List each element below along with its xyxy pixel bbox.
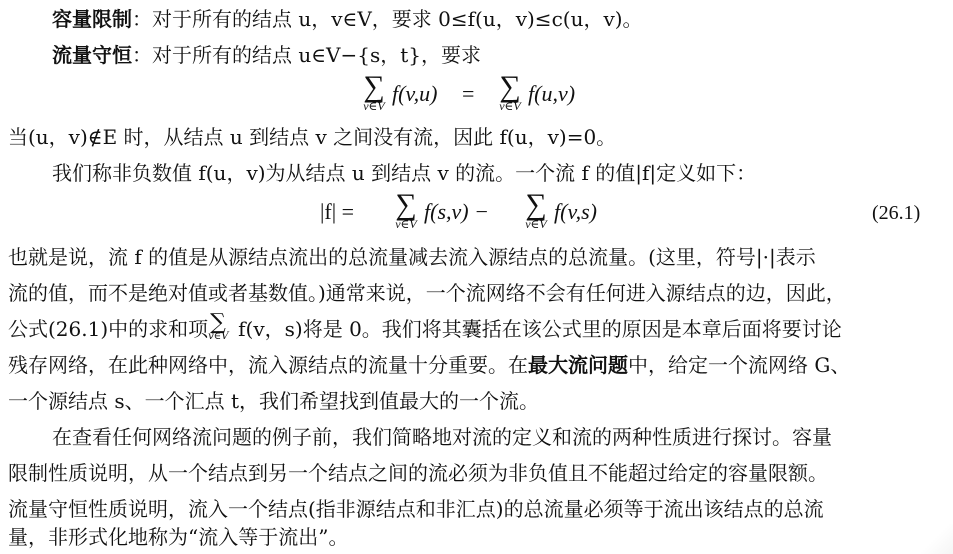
para2-line-4: 量，非形式化地称为“流入等于流出”。 [8, 525, 349, 549]
eq1-sub-left: v∈V [363, 99, 385, 113]
capacity-constraint-line [52, 6, 643, 32]
equation-number: (26.1) [872, 202, 921, 224]
eq2-term-2: f(v,s) [554, 199, 597, 224]
capacity-constraint-text: ：对于所有的结点 u，v∈V，要求 0≤f(u，v)≤c(u，v)。 [132, 7, 643, 31]
sigma-symbol: ∑ [395, 188, 417, 221]
no-flow-line: 当(u，v)∉E 时，从结点 u 到结点 v 之间没有流，因此 f(u，v)=0。 [8, 125, 617, 149]
eq1-right-term: f(u,v) [528, 81, 576, 106]
para1-line-4-start: 残存网络，在此种网络中，流入源结点的流量十分重要。在 [8, 353, 528, 377]
eq1-sum-left [354, 72, 394, 112]
para1-line-1: 也就是说，流 f 的值是从源结点流出的总流量减去流入源结点的总流量。(这里，符号|·|表示 [8, 245, 816, 269]
eq2-term-1: f(s,v) − [424, 199, 489, 224]
flow-definition-line: 我们称非负数值 f(u，v)为从结点 u 到结点 v 的流。一个流 f 的值|f|定义如下： [52, 161, 757, 185]
capacity-constraint-label: 容量限制 [52, 7, 132, 31]
para2-line-3: 流量守恒性质说明，流入一个结点(指非源结点和非汇点)的总流量必须等于流出该结点的总流 [8, 497, 824, 521]
eq1-left-term: f(v,u) [392, 81, 438, 106]
sigma-symbol: ∑ [499, 70, 521, 103]
para1-line-3-start: 公式(26.1)中的求和项 [8, 317, 209, 341]
flow-conservation-line [52, 42, 481, 68]
para1-line-4-end: 中，给定一个流网络 G、 [628, 353, 851, 377]
page-corner-shadow [913, 524, 953, 554]
eq2-lhs: |f| = [320, 199, 355, 224]
flow-conservation-text: ：对于所有的结点 u∈V−{s，t}，要求 [132, 43, 481, 67]
sigma-symbol: ∑ [210, 310, 226, 335]
flow-conservation-label: 流量守恒 [52, 43, 132, 67]
eq1-sum-right [490, 72, 530, 112]
sigma-symbol: ∑ [363, 70, 385, 103]
eq1-sub-right: v∈V [499, 99, 521, 113]
para1-line-4 [8, 352, 850, 378]
para2-line-2: 限制性质说明，从一个结点到另一个结点之间的流必须为非负值且不能超过给定的容量限额。 [8, 461, 828, 485]
sigma-symbol: ∑ [525, 188, 547, 221]
eq1-equals: = [462, 81, 475, 106]
para1-line-2: 流的值，而不是绝对值或者基数值。)通常来说，一个流网络不会有任何进入源结点的边，因此， [8, 281, 846, 305]
inline-sum [208, 310, 238, 342]
max-flow-problem-term: 最大流问题 [528, 353, 628, 377]
eq2-sub-2: v∈V [525, 217, 547, 231]
para1-line-3-end: f(v，s)将是 0。我们将其囊括在该公式里的原因是本章后面将要讨论 [238, 317, 842, 341]
para1-line-3 [8, 310, 842, 342]
eq2-sum-1 [386, 190, 426, 230]
para2-line-1: 在查看任何网络流问题的例子前，我们简略地对流的定义和流的两种性质进行探讨。容量 [52, 425, 832, 449]
inline-sum-sub: v∈V [208, 331, 229, 342]
eq2-sub-1: v∈V [395, 217, 417, 231]
para1-line-5: 一个源结点 s、一个汇点 t，我们希望找到值最大的一个流。 [8, 389, 540, 413]
eq2-sum-2 [516, 190, 556, 230]
